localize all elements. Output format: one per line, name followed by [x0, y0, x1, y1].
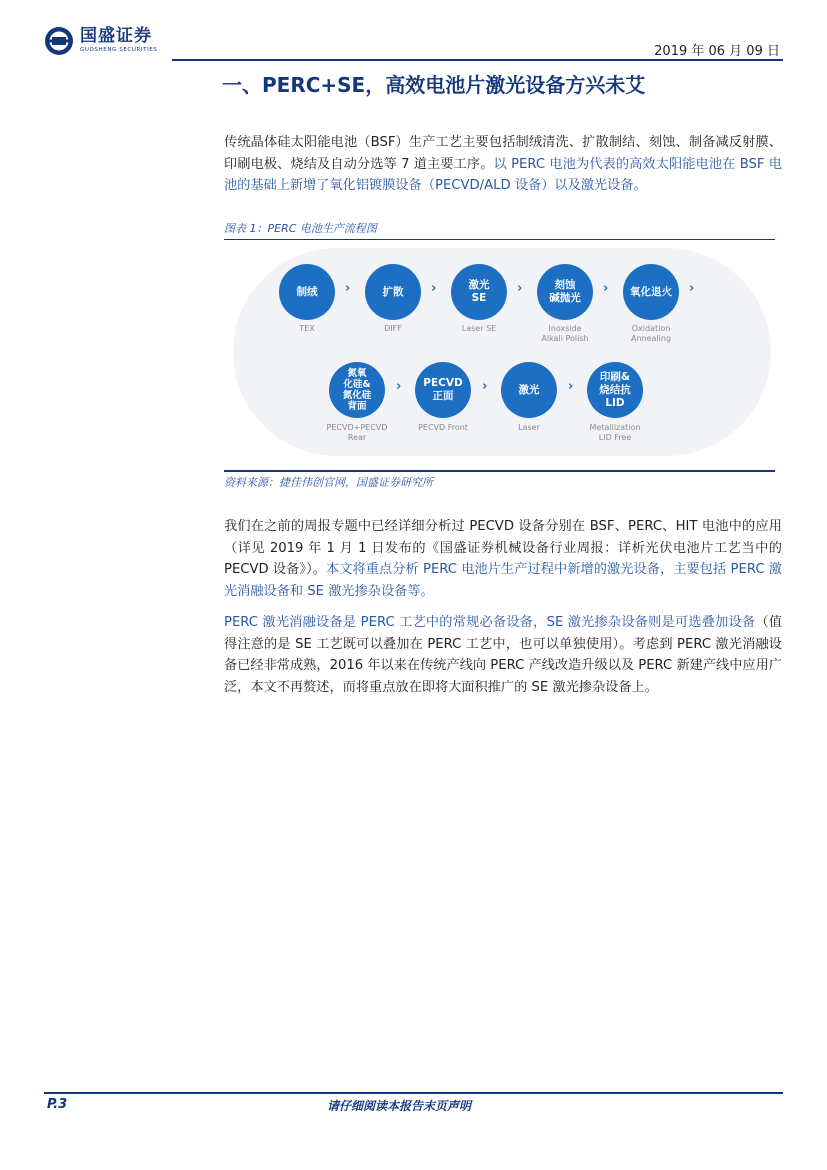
process-step-pecvd-front-en: PECVD Front: [418, 423, 468, 432]
chevron-right-icon: ›: [689, 281, 695, 296]
pecvd-paragraph: [224, 516, 782, 602]
guosheng-logo-icon: [44, 26, 74, 56]
header-divider: [172, 59, 783, 61]
page-number: P.3: [47, 1097, 68, 1112]
laser-equipment-text: （值得注意的是 SE 工艺既可以叠加在 PERC 工艺中，也可以单独使用）。考虑到 PERC 激光消融设备已经非常成熟，2016 年以来在传统产线向 PERC 产线改造升级以及 PERC 新建产线中应用广泛，本文不再赘述，而将重点放在即将大面积推广的 SE 激光掺杂设备上。: [224, 615, 783, 695]
process-step-metallization-en: Metallization LID Free: [589, 423, 641, 442]
chevron-right-icon: ›: [345, 281, 351, 296]
process-step-pecvd-rear-en: PECVD+PECVD Rear: [326, 423, 388, 442]
pecvd-highlight: 本文将重点分析 PERC 电池片生产过程中新增的激光设备，主要包括 PERC 激光消融设备和 SE 激光掺杂设备等。: [224, 562, 782, 599]
process-step-oxidation: 氧化退火: [623, 264, 679, 320]
process-step-laser-se-en: Laser SE: [461, 324, 497, 333]
footer-disclaimer: 请仔细阅读本报告末页声明: [327, 1099, 472, 1113]
figure-top-divider: [224, 239, 775, 240]
process-step-tex-en: TEX: [299, 324, 315, 333]
section-title: 一、PERC+SE，高效电池片激光设备方兴未艾: [222, 73, 646, 97]
company-logo: [44, 26, 157, 56]
process-step-etch: 刻蚀 碱抛光: [537, 264, 593, 320]
process-step-diff-en: DIFF: [384, 324, 402, 333]
intro-highlight: 以 PERC 电池为代表的高效太阳能电池在 BSF 电池的基础上新增了氧化铝镀膜设备（PECVD/ALD 设备）以及激光设备。: [224, 156, 782, 193]
process-step-diff: 扩散: [365, 264, 421, 320]
chevron-right-icon: ›: [482, 379, 488, 394]
logo-chinese-name: 国盛证券: [80, 26, 152, 46]
pecvd-text: 我们在之前的周报专题中已经详细分析过 PECVD 设备分别在 BSF、PERC、HIT 电池中的应用（详见 2019 年 1 月 1 日发布的《国盛证券机械设备行业周报：详析光伏电池片工艺当中的 PECVD 设备》）。: [224, 519, 782, 577]
process-step-metallization: 印刷& 烧结抗 LID: [587, 362, 643, 418]
figure-source: 资料来源：捷佳伟创官网，国盛证券研究所: [224, 476, 433, 489]
chevron-right-icon: ›: [568, 379, 574, 394]
footer-divider: [44, 1092, 783, 1094]
process-step-etch-en: Inoxside Alkali Polish: [541, 324, 589, 343]
chevron-right-icon: ›: [603, 281, 609, 296]
intro-paragraph: [224, 132, 782, 197]
laser-equipment-highlight: PERC 激光消融设备是 PERC 工艺中的常规必备设备，SE 激光掺杂设备则是可选叠加设备: [224, 615, 756, 630]
process-step-laser-se: 激光 SE: [451, 264, 507, 320]
chevron-right-icon: ›: [517, 281, 523, 296]
intro-text: 传统晶体硅太阳能电池（BSF）生产工艺主要包括制绒清洗、扩散制结、刻蚀、制备减反射膜、印刷电极、烧结及自动分选等 7 道主要工序。: [224, 135, 782, 172]
process-step-oxidation-en: Oxidation Annealing: [630, 324, 672, 343]
laser-equipment-paragraph: [224, 612, 782, 698]
process-step-laser: 激光: [501, 362, 557, 418]
report-date: 2019 年 06 月 09 日: [654, 44, 780, 59]
process-step-tex: 制绒: [279, 264, 335, 320]
process-step-pecvd-rear: 氮氧 化硅& 氮化硅 背面: [329, 362, 385, 418]
logo-english-name: GUOSHENG SECURITIES: [80, 47, 158, 53]
figure-bottom-divider: [224, 470, 775, 472]
figure-caption: 图表 1：PERC 电池生产流程图: [224, 222, 377, 235]
chevron-right-icon: ›: [396, 379, 402, 394]
chevron-right-icon: ›: [431, 281, 437, 296]
process-step-pecvd-front: PECVD 正面: [415, 362, 471, 418]
process-step-laser-en: Laser: [518, 423, 540, 432]
